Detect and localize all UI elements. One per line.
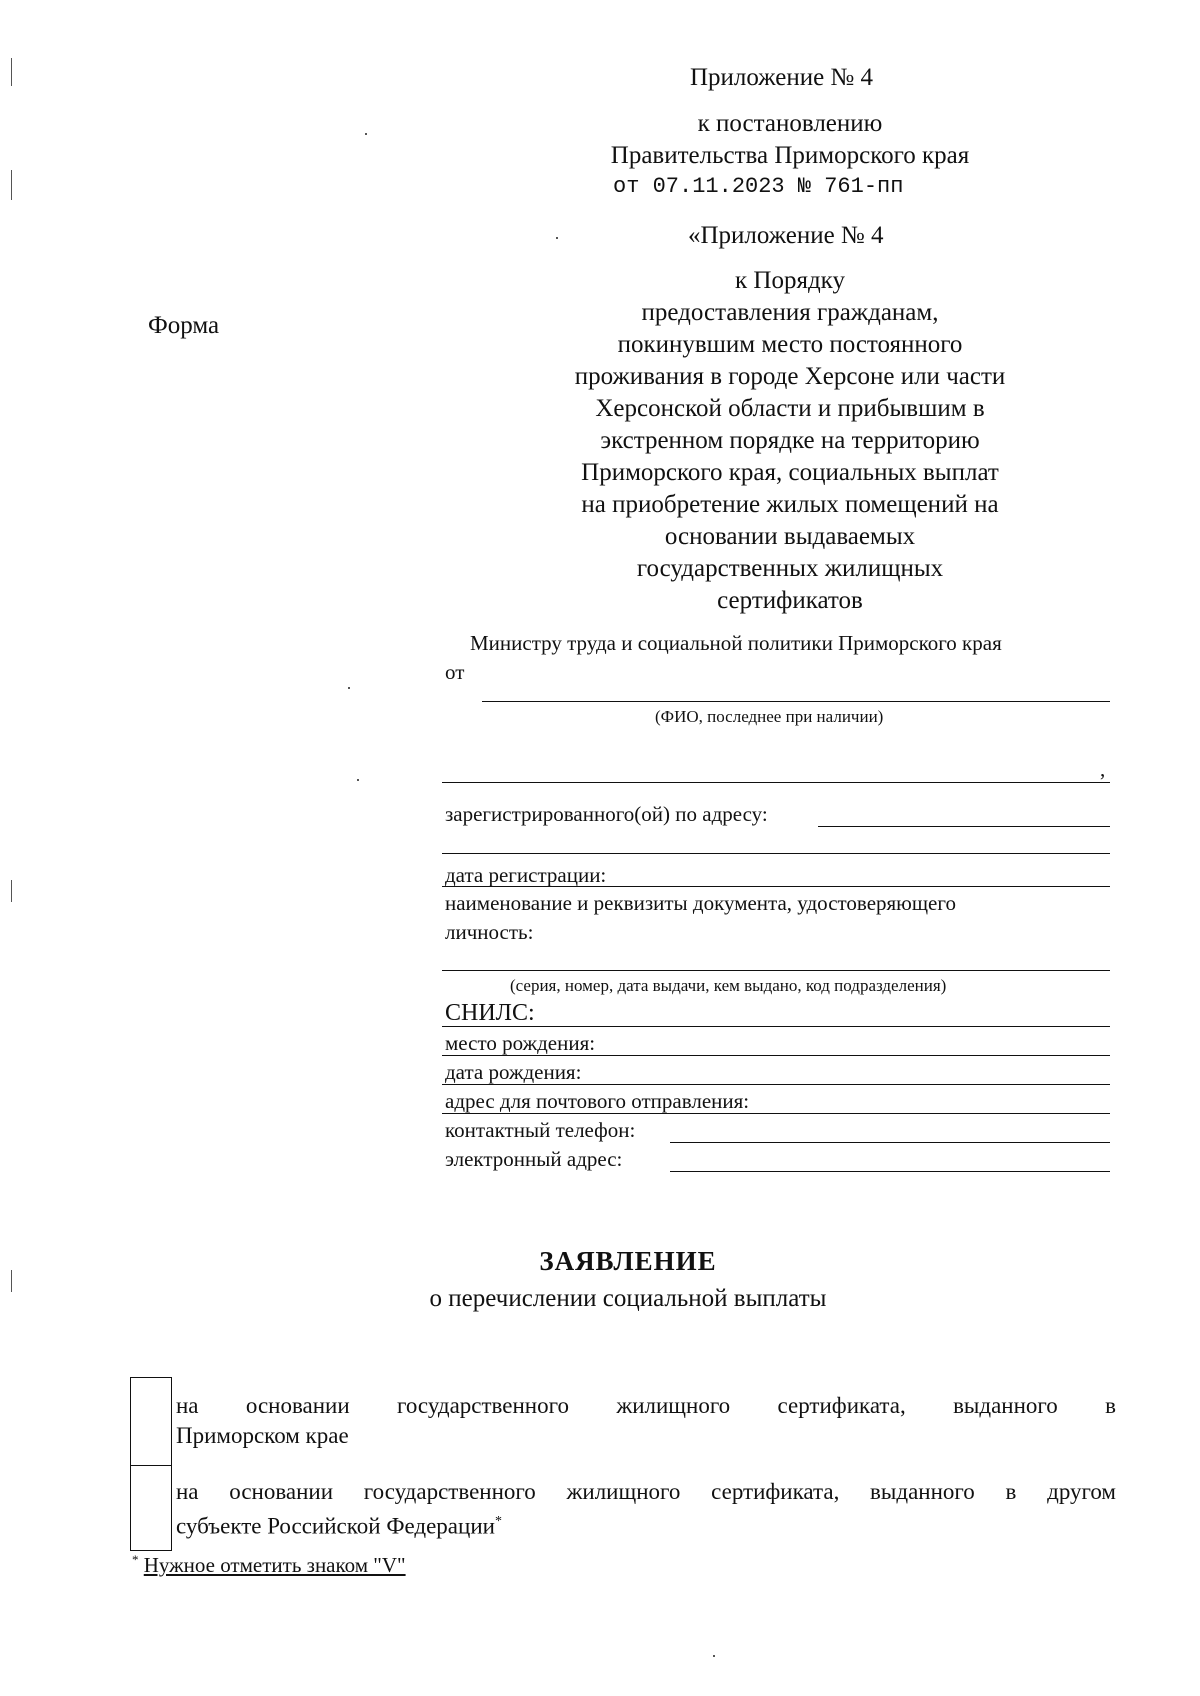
- form-label: Форма: [148, 312, 220, 339]
- order-line: на приобретение жилых помещений на: [581, 491, 999, 518]
- id-document-line[interactable]: [442, 950, 1110, 971]
- email-label: электронный адрес:: [445, 1147, 623, 1171]
- scan-mark: [11, 1270, 12, 1292]
- registered-address-line[interactable]: [818, 802, 1110, 827]
- resolution-line: к постановлению: [697, 110, 883, 137]
- birth-place-label: место рождения:: [445, 1031, 596, 1055]
- footnote-marker: *: [132, 1552, 139, 1567]
- order-line: к Порядку: [735, 267, 845, 294]
- order-line: покинувшим место постоянного: [617, 331, 963, 358]
- option-primorsky-line2: Приморском крае: [176, 1423, 349, 1448]
- scan-mark: [357, 779, 359, 781]
- phone-label: контактный телефон:: [445, 1118, 636, 1142]
- id-document-hint: (серия, номер, дата выдачи, кем выдано, код подразделения): [510, 976, 947, 995]
- fio-continuation-line[interactable]: [442, 762, 1110, 783]
- birth-date-line[interactable]: [442, 1059, 1110, 1085]
- birth-date-label: дата рождения:: [445, 1060, 582, 1084]
- snils-line[interactable]: [442, 998, 1110, 1027]
- scan-mark: [11, 170, 12, 200]
- email-line[interactable]: [670, 1146, 1110, 1172]
- footnote: [132, 1552, 406, 1578]
- scan-mark: [556, 237, 558, 239]
- footnote-ref: *: [494, 1514, 502, 1529]
- statement-title: ЗАЯВЛЕНИЕ: [539, 1246, 717, 1276]
- from-label: от: [445, 660, 465, 684]
- registered-label: зарегистрированного(ой) по адресу:: [445, 802, 768, 826]
- scan-mark: [11, 880, 12, 902]
- phone-line[interactable]: [670, 1117, 1110, 1143]
- scan-mark: [11, 58, 12, 86]
- order-reference: [555, 265, 1025, 617]
- registration-date-line[interactable]: [442, 862, 1110, 887]
- order-line: проживания в городе Херсоне или части: [574, 363, 1006, 390]
- order-line: основании выдаваемых: [664, 523, 916, 550]
- id-document-label-2: личность:: [445, 920, 534, 944]
- government-line: Правительства Приморского края: [610, 142, 970, 169]
- checkbox-primorsky[interactable]: [130, 1377, 172, 1467]
- scan-mark: [365, 133, 367, 135]
- footnote-text: Нужное отметить знаком "V": [143, 1553, 406, 1577]
- option-other-region-line1: на основании государственного жилищного сертификата, выданного в другом: [176, 1479, 1116, 1504]
- statement-subtitle: о перечислении социальной выплаты: [429, 1285, 827, 1312]
- option-primorsky-line1: на основании государственного жилищного сертификата, выданного в: [176, 1393, 1116, 1418]
- resolution-date-number: от 07.11.2023 № 761-пп: [613, 174, 904, 199]
- id-document-label: наименование и реквизиты документа, удостоверяющего: [445, 891, 956, 915]
- fio-comma: ,: [1100, 757, 1106, 781]
- order-line: Херсонской области и прибывшим в: [595, 395, 985, 422]
- fio-field-line[interactable]: [482, 675, 1110, 702]
- fio-hint: (ФИО, последнее при наличии): [655, 707, 884, 726]
- birth-place-line[interactable]: [442, 1030, 1110, 1056]
- order-line: экстренном порядке на территорию: [600, 427, 980, 454]
- scan-mark: [348, 687, 350, 689]
- scan-mark: [713, 1655, 715, 1657]
- order-line: сертификатов: [717, 587, 863, 614]
- registration-date-label: дата регистрации:: [445, 863, 607, 887]
- option-other-region-text: субъекте Российской Федерации: [176, 1513, 495, 1539]
- postal-address-line[interactable]: [442, 1088, 1110, 1114]
- appendix-title: Приложение № 4: [690, 64, 874, 91]
- snils-label: СНИЛС:: [445, 1000, 535, 1026]
- checkbox-other-region[interactable]: [130, 1465, 172, 1551]
- order-line: предоставления гражданам,: [641, 299, 939, 326]
- postal-address-label: адрес для почтового отправления:: [445, 1089, 750, 1113]
- order-line: Приморского края, социальных выплат: [581, 459, 999, 486]
- recipient-line: Министру труда и социальной политики Приморского края: [470, 631, 1002, 655]
- order-line: государственных жилищных: [636, 555, 944, 582]
- registered-address-line-2[interactable]: [442, 835, 1110, 854]
- option-other-region-line2: [176, 1507, 502, 1542]
- inner-appendix-title: «Приложение № 4: [688, 222, 884, 249]
